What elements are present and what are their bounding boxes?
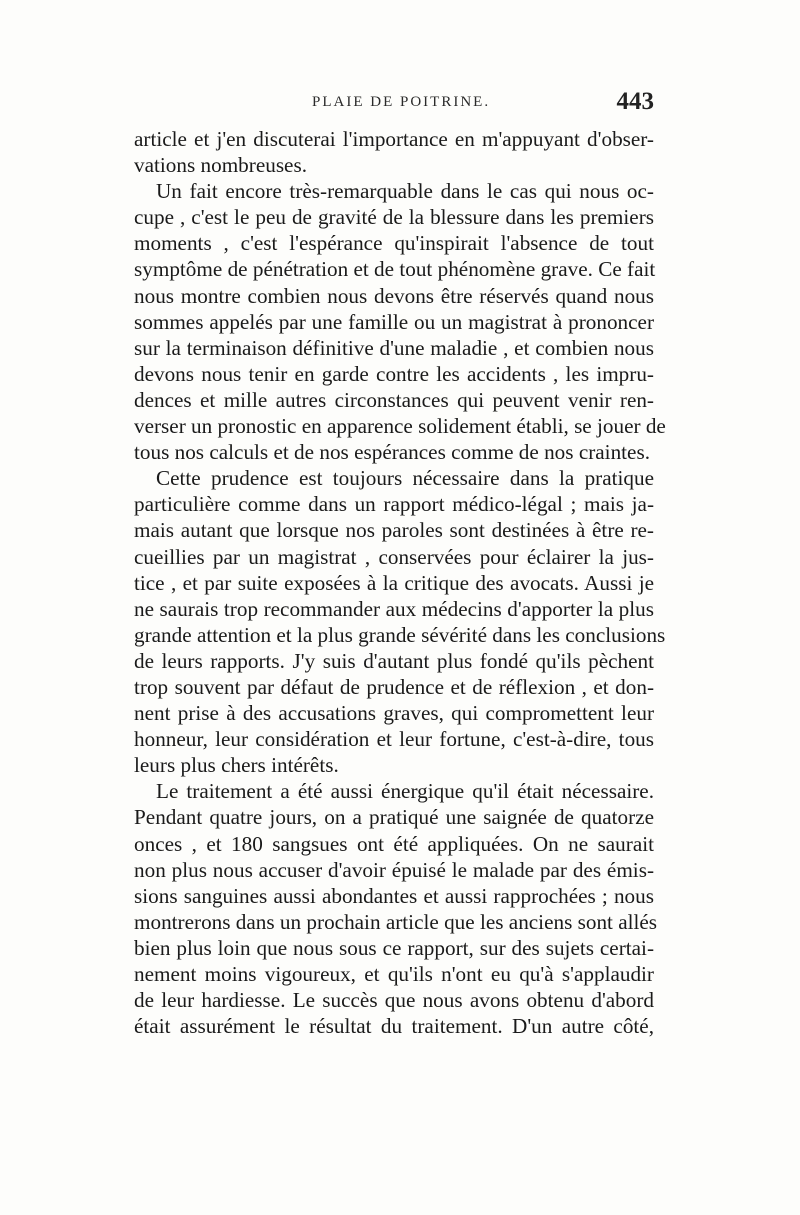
text-line: Un fait encore très-remarquable dans le cas qui nous oc- [156, 179, 654, 204]
text-line: Le traitement a été aussi énergique qu'il était nécessaire. [156, 779, 654, 804]
text-line: Pendant quatre jours, on a pratiqué une saignée de quatorze [134, 805, 654, 830]
paragraph [134, 778, 658, 1039]
text-line: moments , c'est l'espérance qu'inspirait l'absence de tout [134, 231, 654, 256]
text-line: tous nos calculs et de nos espérances comme de nos craintes. [134, 440, 650, 465]
text-line: verser un pronostic en apparence solidement établi, se jouer de [134, 414, 666, 439]
text-line: nent prise à des accusations graves, qui compromettent leur [134, 701, 654, 726]
text-line: cupe , c'est le peu de gravité de la blessure dans les premiers [134, 205, 654, 230]
text-line: sur la terminaison définitive d'une maladie , et combien nous [134, 335, 654, 360]
paragraph [134, 178, 666, 465]
text-line: leurs plus chers intérêts. [134, 753, 339, 778]
text-line: non plus nous accuser d'avoir épuisé le malade par des émis- [134, 857, 654, 882]
page-number: 443 [616, 88, 654, 115]
text-line: dences et mille autres circonstances qui peuvent venir ren- [134, 387, 654, 412]
text-line: nement moins vigoureux, et qu'ils n'ont eu qu'à s'applaudir [134, 962, 654, 986]
body-text [134, 126, 666, 1039]
text-line: onces , et 180 sangsues ont été appliquées. On ne saurait [134, 831, 654, 856]
text-line: sommes appelés par une famille ou un magistrat à prononcer [134, 309, 654, 334]
text-line: de leurs rapports. J'y suis d'autant plus fondé qu'ils pèchent [134, 648, 654, 673]
text-line: nous montre combien nous devons être réservés quand nous [134, 283, 654, 308]
text-line: sions sanguines aussi abondantes et aussi rapprochées ; nous [134, 883, 654, 908]
text-line: mais autant que lorsque nos paroles sont destinées à être re- [134, 518, 654, 543]
paragraph [134, 465, 666, 778]
text-line: trop souvent par défaut de prudence et de réflexion , et don- [134, 674, 654, 699]
running-title: PLAIE DE POITRINE. [312, 94, 491, 110]
text-line: Cette prudence est toujours nécessaire dans la pratique [156, 466, 654, 491]
text-line: honneur, leur considération et leur fortune, c'est-à-dire, tous [134, 727, 654, 752]
text-line: cueillies par un magistrat , conservées pour éclairer la jus- [134, 544, 654, 569]
text-line: était assurément le résultat du traitement. D'un autre côté, [134, 1014, 654, 1039]
text-line: article et j'en discuterai l'importance en m'appuyant d'obser- [134, 127, 654, 151]
text-line: ne saurais trop recommander aux médecins d'apporter la plus [134, 596, 654, 621]
text-line: grande attention et la plus grande sévérité dans les conclusions [134, 622, 666, 647]
text-line: devons nous tenir en garde contre les accidents , les impru- [134, 361, 654, 386]
text-line: de leur hardiesse. Le succès que nous avons obtenu d'abord [134, 988, 654, 1013]
text-line: tice , et par suite exposées à la critique des avocats. Aussi je [134, 570, 654, 595]
text-line: bien plus loin que nous sous ce rapport, sur des sujets certai- [134, 935, 654, 960]
text-line: vations nombreuses. [134, 153, 308, 178]
text-line: particulière comme dans un rapport médico-légal ; mais ja- [134, 492, 654, 517]
paragraph [134, 126, 654, 178]
text-line: montrerons dans un prochain article que les anciens sont allés [134, 909, 658, 934]
running-head [134, 88, 654, 122]
text-line: symptôme de pénétration et de tout phénomène grave. Ce fait [134, 257, 656, 282]
